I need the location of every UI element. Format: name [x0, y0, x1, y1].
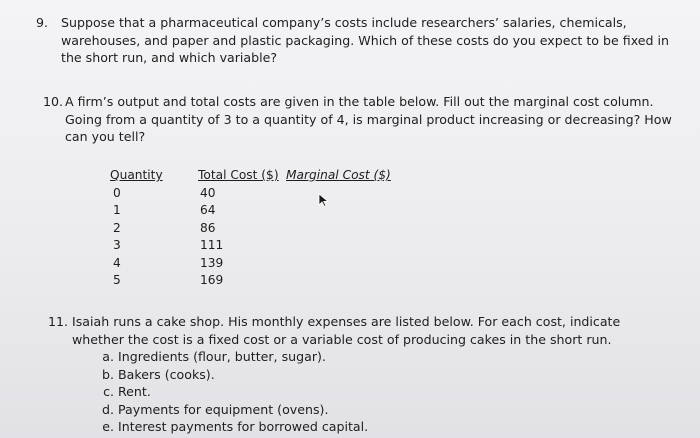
table-total-cost-cell: 169	[200, 273, 224, 287]
question-11-number: 11.	[48, 314, 69, 329]
question-11-item-letter: d.	[102, 401, 114, 417]
table-total-cost-cell: 64	[200, 203, 216, 217]
question-11-item-text: Bakers (cooks).	[118, 366, 215, 382]
question-9-number: 9.	[36, 15, 49, 30]
table-quantity-cell: 1	[113, 203, 121, 217]
table-total-cost-cell: 111	[200, 238, 224, 252]
question-11-item-text: Ingredients (flour, butter, sugar).	[118, 349, 326, 364]
question-11-item-text: Payments for equipment (ovens).	[118, 401, 329, 417]
mouse-pointer-icon	[318, 193, 330, 207]
question-9-line-3: the short run, and which variable?	[61, 50, 278, 65]
table-total-cost-cell: 40	[200, 185, 216, 200]
table-total-cost-cell: 86	[200, 220, 216, 235]
question-11-item-letter: e.	[102, 419, 114, 434]
question-11-item-letter: b.	[102, 366, 114, 382]
question-11-item-text: Interest payments for borrowed capital.	[118, 419, 369, 434]
question-9-line-1: Suppose that a pharmaceutical company’s costs include researchers’ salaries, chemicals,	[61, 15, 627, 30]
question-10-number: 10.	[43, 94, 64, 109]
question-11-line-1: Isaiah runs a cake shop. His monthly expenses are listed below. For each cost, indicate	[72, 314, 621, 329]
question-11-item-text: Rent.	[118, 384, 151, 399]
question-10-line-1: A firm’s output and total costs are given in the table below. Fill out the marginal cost column.	[65, 94, 654, 109]
question-11-item-letter: a.	[102, 349, 114, 364]
table-quantity-cell: 2	[113, 220, 121, 235]
table-quantity-cell: 3	[113, 238, 121, 252]
table-header-quantity: Quantity	[110, 168, 163, 182]
table-quantity-cell: 0	[113, 185, 121, 200]
table-quantity-cell: 4	[113, 255, 121, 270]
table-quantity-cell: 5	[113, 273, 121, 287]
table-total-cost-cell: 139	[200, 255, 224, 270]
question-11-item-letter: c.	[103, 384, 114, 399]
question-10-line-3: can you tell?	[65, 129, 146, 144]
question-11-line-2: whether the cost is a fixed cost or a variable cost of producing cakes in the short run.	[72, 331, 612, 347]
table-header-marginal-cost: Marginal Cost ($)	[286, 168, 391, 182]
table-header-total-cost: Total Cost ($)	[198, 168, 279, 182]
question-10-line-2: Going from a quantity of 3 to a quantity of 4, is marginal product increasing or decreasing? How	[65, 111, 672, 127]
question-9-line-2: warehouses, and paper and plastic packaging. Which of these costs do you expect to be fixed in	[61, 32, 669, 48]
